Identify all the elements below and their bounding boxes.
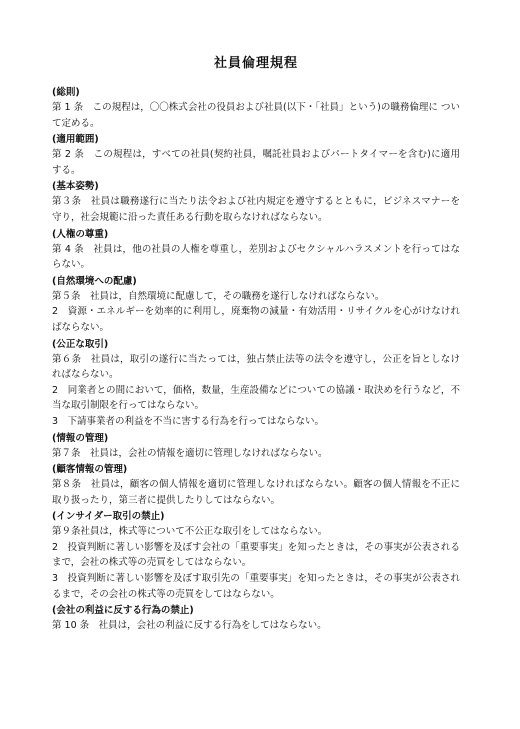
- document-title: 社員倫理規程: [213, 56, 298, 71]
- article-paragraph: 2 資源・エネルギーを効率的に利用し，廃棄物の減量・有効活用・リサイクルを心がけなければならない。: [52, 306, 460, 333]
- article-paragraph: 第７条 社員は，会社の情報を適切に管理しなければならない。: [52, 447, 328, 459]
- article-paragraph: 第８条 社員は，顧客の個人情報を適切に管理しなければならない。顧客の個人情報を不正に取り扱ったり，第三者に提供したりしてはならない。: [52, 479, 460, 506]
- article-heading: (会社の利益に反する行為の禁止): [52, 605, 194, 617]
- article-paragraph: 第３条 社員は職務遂行に当たり法令および社内規定を遵守するとともに，ビジネスマナーを守り，社会規範に沿った責任ある行動を取らなければならない。: [52, 196, 460, 223]
- article-section: [52, 337, 460, 430]
- article-heading: (総則): [52, 87, 80, 98]
- article-section: [52, 509, 460, 602]
- article-section: [52, 431, 460, 462]
- article-section: [52, 227, 460, 273]
- article-heading: (インサイダー取引の禁止): [52, 511, 165, 523]
- article-heading: (公正な取引): [52, 338, 109, 350]
- regulation-body: [52, 85, 460, 634]
- article-heading: (顧客情報の管理): [52, 464, 128, 476]
- article-paragraph: 第 4 条 社員は，他の社員の人権を尊重し，差別およびセクシャルハラスメントを行ってはならない。: [52, 243, 460, 271]
- article-paragraph: 2 同業者との間において，価格，数量，生産設備などについての協議・取決めを行うなど，不当な取引制限を行ってはならない。: [52, 384, 460, 412]
- article-paragraph: 2 投資判断に著しい影響を及ぼす会社の「重要事実」を知ったときは，その事実が公表されるまで，会社の株式等の売買をしてはならない。: [52, 541, 460, 569]
- article-heading: (人権の尊重): [52, 228, 109, 240]
- article-section: [52, 179, 460, 225]
- article-heading: (情報の管理): [52, 432, 109, 444]
- article-paragraph: 3 投資判断に著しい影響を及ぼす取引先の「重要事実」を知ったときは，その事実が公表されるまで，その会社の株式等の売買をしてはならない。: [52, 573, 460, 600]
- article-paragraph: 第 2 条 この規程は，すべての社員(契約社員，嘱託社員およびパートタイマーを含む)に適用する。: [52, 149, 460, 176]
- article-paragraph: 第６条 社員は，取引の遂行に当たっては，独占禁止法等の法令を遵守し，公正を旨としなければならない。: [52, 353, 460, 381]
- article-paragraph: 第 10 条 社員は，会社の利益に反する行為をしてはならない。: [52, 620, 327, 632]
- article-section: [52, 274, 460, 336]
- article-section: [52, 85, 460, 131]
- article-section: [52, 603, 460, 634]
- article-paragraph: 第５条 社員は，自然環境に配慮して，その職務を遂行しなければならない。: [52, 290, 385, 302]
- article-paragraph: 第 1 条 この規程は，〇〇株式会社の役員および社員(以下・「社員」という)の職務倫理に ついて定める。: [52, 102, 460, 129]
- article-paragraph: 第９条社員は，株式等について不公正な取引をしてはならない。: [52, 526, 328, 538]
- article-heading: (適用範囲): [52, 134, 99, 146]
- article-section: [52, 462, 460, 508]
- article-heading: (基本姿勢): [52, 181, 99, 193]
- article-heading: (自然環境への配慮): [52, 275, 137, 287]
- article-paragraph: 3 下請事業者の利益を不当に害する行為を行ってはならない。: [52, 415, 325, 427]
- article-section: [52, 132, 460, 178]
